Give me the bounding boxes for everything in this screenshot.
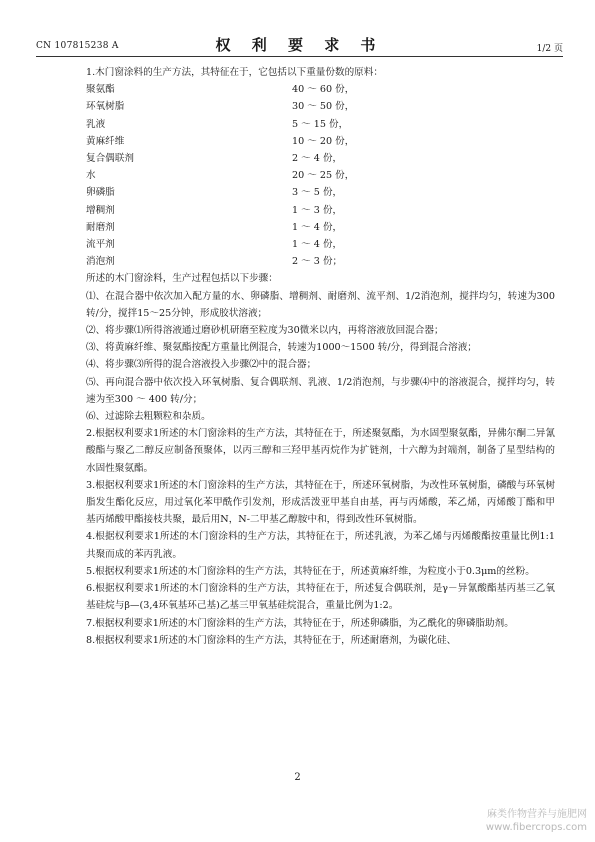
claims-content — [86, 64, 555, 649]
component-row — [86, 133, 555, 150]
component-name: 耐磨剂 — [86, 221, 115, 233]
component-name: 乳液 — [86, 118, 106, 130]
component-row — [86, 202, 555, 219]
component-name: 卵磷脂 — [86, 187, 115, 199]
document-title: 权 利 要 求 书 — [215, 36, 384, 54]
component-amount: 3 ～ 5 份， — [292, 187, 343, 199]
component-amount: 1 ～ 4 份， — [292, 221, 343, 233]
component-name: 复合偶联剂 — [86, 153, 134, 165]
page-number: 2 — [294, 772, 301, 783]
component-name: 流平剂 — [86, 239, 115, 251]
component-name: 环氧树脂 — [86, 101, 125, 113]
component-amount: 10 ～ 20 份， — [292, 135, 355, 147]
component-amount: 5 ～ 15 份， — [292, 118, 349, 130]
component-row — [86, 253, 555, 270]
claim-7: 7.根据权利要求1所述的木门窗涂料的生产方法，其特征在于，所述卵磷脂，为乙酰化的卵磷脂助剂。 — [86, 617, 514, 629]
process-step: ⑶、将黄麻纤维、聚氨酯按配方重量比例混合，转速为1000～1500 转/分，得到混合溶液； — [86, 342, 477, 354]
component-row — [86, 81, 555, 98]
process-intro: 所述的木门窗涂料，生产过程包括以下步骤： — [86, 273, 278, 285]
component-name: 水 — [86, 170, 96, 182]
component-name: 黄麻纤维 — [86, 135, 125, 147]
component-amount: 1 ～ 3 份， — [292, 204, 343, 216]
claim-3: 3.根据权利要求1所述的木门窗涂料的生产方法，其特征在于，所述环氧树脂，为改性环氧树脂，磷酸与环氧树脂发生酯化反应，用过氧化苯甲酰作引发剂，形成活泼亚甲基自由基，再与丙烯酸，苯乙烯，丙烯酸丁酯和甲基丙烯酸甲酯接枝共聚，最后用N，N-二甲基乙醇胺中和，得到改性环氧树脂。 — [86, 479, 555, 526]
process-step: ⑷、将步骤⑶所得的混合溶液投入步骤⑵中的混合器； — [86, 359, 317, 371]
component-amount: 2 ～ 3 份； — [292, 256, 343, 268]
process-step: ⑸、再向混合器中依次投入环氧树脂、复合偶联剂、乳液、1/2消泡剂，与步骤⑷中的溶液混合，搅拌均匀，转速为至300 ～ 400 转/分； — [86, 376, 555, 405]
claim-2: 2.根据权利要求1所述的木门窗涂料的生产方法，其特征在于，所述聚氨酯，为水固型聚氨酯，异佛尔酮二异氰酸酯与聚乙二醇反应制备预聚体，以丙三醇和三羟甲基丙烷作为扩链剂，十六醇为封端剂，制备了星型结构的水固性聚氨酯。 — [86, 428, 555, 474]
component-amount: 40 ～ 60 份， — [292, 84, 355, 96]
claim-4: 4.根据权利要求1所述的木门窗涂料的生产方法，其特征在于，所述乳液，为苯乙烯与丙烯酸酯按重量比例1:1共聚而成的苯丙乳液。 — [86, 531, 555, 560]
component-row — [86, 219, 555, 236]
site-watermark — [486, 808, 587, 834]
page-info: 1/2 页 — [536, 44, 563, 54]
component-amount: 1 ～ 4 份， — [292, 239, 343, 251]
watermark-url: www.fibercrops.com — [485, 822, 587, 833]
component-name: 聚氨酯 — [86, 84, 115, 96]
component-amount: 30 ～ 50 份， — [292, 101, 355, 113]
document-header — [36, 30, 563, 57]
component-name: 消泡剂 — [86, 256, 115, 268]
publication-number: CN 107815238 A — [36, 41, 119, 51]
process-step: ⑹、过滤除去粗颗粒和杂质。 — [86, 411, 211, 423]
claim-8: 8.根据权利要求1所述的木门窗涂料的生产方法，其特征在于，所述耐磨剂，为碳化硅、 — [86, 634, 457, 646]
component-row — [86, 98, 555, 115]
component-name: 增稠剂 — [86, 204, 115, 216]
component-amount: 2 ～ 4 份， — [292, 153, 343, 165]
component-list — [86, 81, 555, 270]
claim-1-intro: 1.木门窗涂料的生产方法，其特征在于，它包括以下重量份数的原料： — [86, 67, 383, 78]
component-row — [86, 150, 555, 167]
component-row — [86, 184, 555, 201]
claim-5: 5.根据权利要求1所述的木门窗涂料的生产方法，其特征在于，所述黄麻纤维，为粒度小于0.3μm的丝粉。 — [86, 565, 535, 577]
process-step: ⑵、将步骤⑴所得溶液通过磨砂机研磨至粒度为30微米以内，再将溶液放回混合器； — [86, 325, 444, 337]
component-row — [86, 167, 555, 184]
component-row — [86, 116, 555, 133]
watermark-site-name: 麻类作物营养与施肥网 — [487, 809, 587, 820]
process-step: ⑴、在混合器中依次加入配方量的水、卵磷脂、增稠剂、耐磨剂、流平剂、1/2消泡剂，搅拌均匀，转速为300 转/分，搅拌15～25分钟，形成胶状溶液； — [86, 290, 555, 319]
claim-6: 6.根据权利要求1所述的木门窗涂料的生产方法，其特征在于，所述复合偶联剂，是γ－异氰酸酯基丙基三乙氧基硅烷与β—(3,4环氧基环己基)乙基三甲氧基硅烷混合，重量比例为1:2。 — [86, 583, 555, 612]
component-row — [86, 236, 555, 253]
component-amount: 20 ～ 25 份， — [292, 170, 355, 182]
